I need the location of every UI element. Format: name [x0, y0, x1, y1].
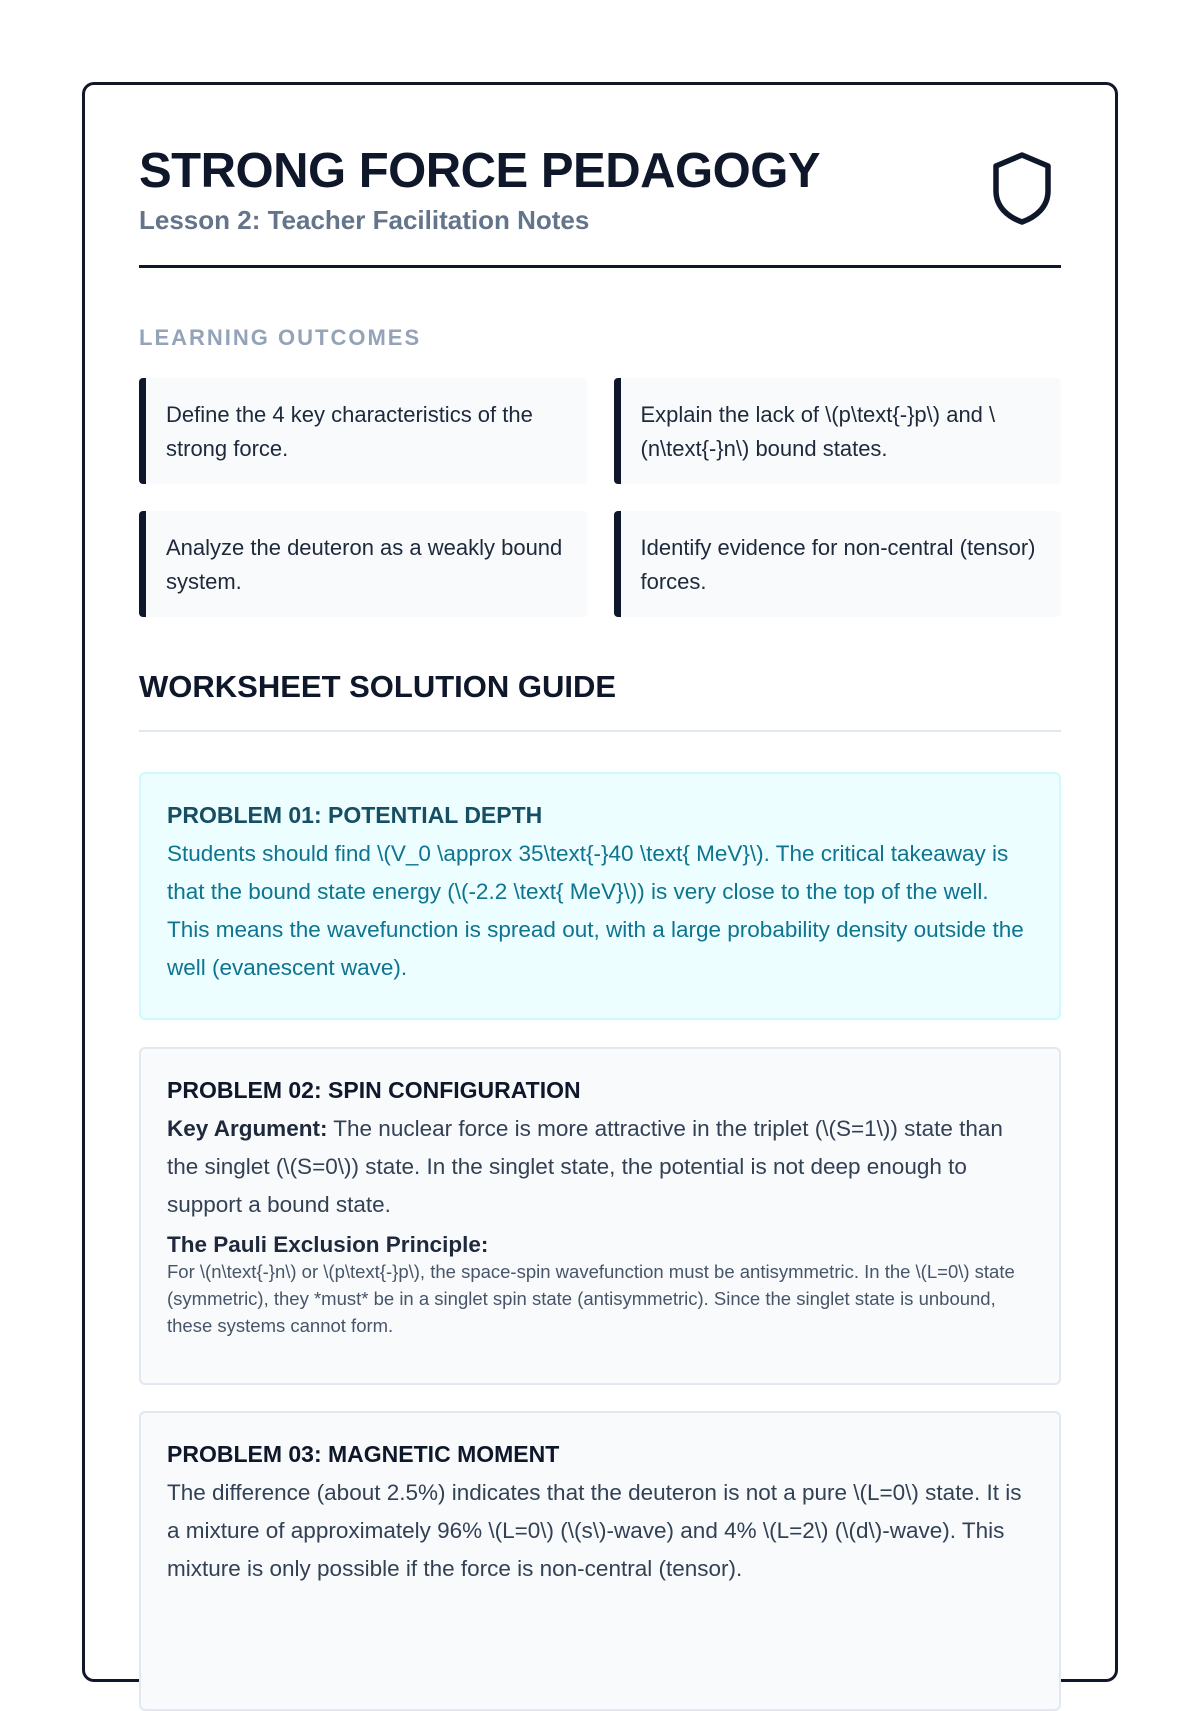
outcome-item: Define the 4 key characteristics of the strong force. — [139, 378, 587, 484]
problem-01-card — [139, 772, 1061, 1020]
problem-heading: PROBLEM 01: POTENTIAL DEPTH — [167, 802, 543, 828]
problem-03-card — [139, 1411, 1061, 1711]
page-subtitle: Lesson 2: Teacher Facilitation Notes — [139, 205, 590, 235]
problem-02-card — [139, 1047, 1061, 1385]
page-title: STRONG FORCE PEDAGOGY — [139, 144, 821, 198]
pauli-text: For \(n\text{-}n\) or \(p\text{-}p\), the space-spin wavefunction must be antisymmetric. In the \(L=0\) state (symmetric), they *must* be in a singlet spin state (antisymmetric). Since the singlet state is unbound, these systems cannot form. — [167, 1261, 1015, 1336]
outcome-item: Analyze the deuteron as a weakly bound system. — [139, 511, 587, 617]
problem-text: The difference (about 2.5%) indicates that the deuteron is not a pure \(L=0\) state. It is a mixture of approximately 96% \(L=0\) (\(s\)-wave) and 4% \(L=2\) (\(d\)-wave). This mixture is only possible if the force is non-central (tensor). — [167, 1480, 1022, 1581]
worksheet-title: WORKSHEET SOLUTION GUIDE — [139, 669, 617, 704]
learning-outcomes-label: LEARNING OUTCOMES — [139, 325, 422, 350]
problem-heading: PROBLEM 02: SPIN CONFIGURATION — [167, 1077, 581, 1103]
shield-icon — [991, 151, 1053, 225]
problem-text: Students should find \(V_0 \approx 35\text{-}40 \text{ MeV}\). The critical takeaway is that the bound state energy (\(-2.2 \text{ MeV}\)) is very close to the top of the well. This means the wavefunction is spread out, with a large probability density outside the well (evanescent wave). — [167, 841, 1024, 980]
learning-outcomes-grid — [139, 378, 1061, 617]
problem-text — [167, 1110, 1033, 1224]
outcome-item: Explain the lack of \(p\text{-}p\) and \(n\text{-}n\) bound states. — [614, 378, 1062, 484]
outcome-item: Identify evidence for non-central (tensor) forces. — [614, 511, 1062, 617]
key-argument-text: The nuclear force is more attractive in the triplet (\(S=1\)) state than the singlet (\(S=0\)) state. In the singlet state, the potential is not deep enough to support a bound state. — [167, 1116, 1003, 1217]
lesson-card — [82, 82, 1118, 1682]
key-argument-label: Key Argument: — [167, 1116, 328, 1141]
pauli-heading: The Pauli Exclusion Principle: — [167, 1232, 489, 1257]
header-divider — [139, 265, 1061, 268]
problem-heading: PROBLEM 03: MAGNETIC MOMENT — [167, 1441, 560, 1467]
worksheet-divider — [139, 730, 1061, 732]
